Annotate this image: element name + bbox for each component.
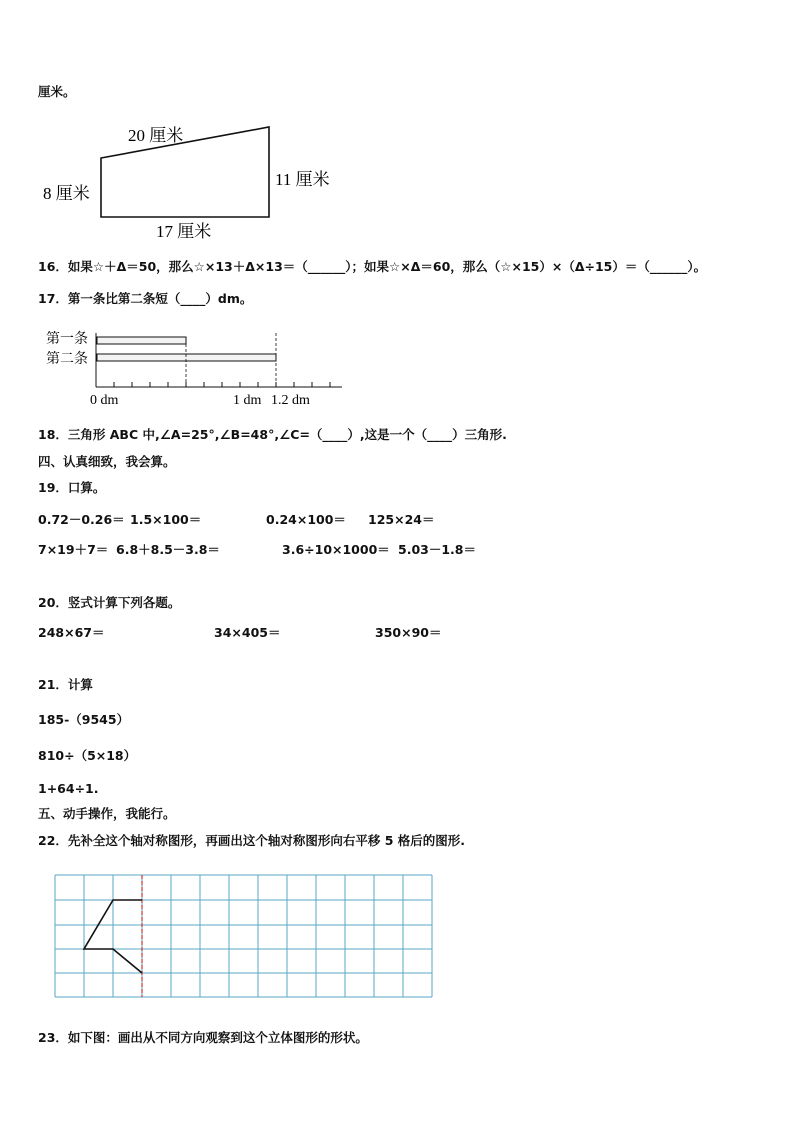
oral-r2-c3: 3.6÷10×1000＝ <box>282 542 390 557</box>
section-5-heading: 五、动手操作，我能行。 <box>38 806 176 821</box>
question-16: 16．如果☆＋Δ＝50，那么☆×13＋Δ×13＝（______）；如果☆×Δ＝60，那么（☆×15）×（Δ÷15）＝（______）。 <box>38 259 707 274</box>
trapezoid-right-label: 11 厘米 <box>275 170 330 189</box>
oral-r1-c1: 0.72－0.26＝ <box>38 512 125 527</box>
calc-item-1: 185-（9545） <box>38 712 130 727</box>
question-23: 23．如下图：画出从不同方向观察到这个立体图形的形状。 <box>38 1030 368 1045</box>
trapezoid-top-label: 20 厘米 <box>128 126 184 145</box>
ruler-label-1: 1 dm <box>233 393 262 408</box>
question-21: 21．计算 <box>38 677 93 692</box>
grid-lines <box>55 875 432 997</box>
vertical-calc-3: 350×90＝ <box>375 625 442 640</box>
oral-r2-c2: 6.8＋8.5－3.8＝ <box>116 542 220 557</box>
oral-r2-c4: 5.03－1.8＝ <box>398 542 476 557</box>
calc-item-2: 810÷（5×18） <box>38 748 137 763</box>
calc-item-3: 1+64÷1. <box>38 781 99 796</box>
intro-unit-text: 厘米。 <box>38 84 76 99</box>
ruler-label-12: 1.2 dm <box>271 393 310 408</box>
vertical-calc-1: 248×67＝ <box>38 625 105 640</box>
trapezoid-bottom-label: 17 厘米 <box>156 222 212 241</box>
ruler-label-0: 0 dm <box>90 393 119 408</box>
bar-first-label: 第一条 <box>46 332 88 347</box>
bar-second-label: 第二条 <box>46 352 88 367</box>
question-22: 22．先补全这个轴对称图形，再画出这个轴对称图形向右平移 5 格后的图形. <box>38 833 466 848</box>
vertical-calc-2: 34×405＝ <box>214 625 281 640</box>
oral-r1-c2: 1.5×100＝ <box>130 512 202 527</box>
section-4-heading: 四、认真细致，我会算。 <box>38 454 176 469</box>
oral-r2-c1: 7×19＋7＝ <box>38 542 109 557</box>
oral-r1-c3: 0.24×100＝ <box>266 512 346 527</box>
question-19: 19．口算。 <box>38 480 106 495</box>
trapezoid-left-label: 8 厘米 <box>43 184 90 203</box>
question-18: 18．三角形 ABC 中,∠A=25°,∠B=48°,∠C=（____）,这是一个（____）三角形. <box>38 427 507 442</box>
oral-r1-c4: 125×24＝ <box>368 512 435 527</box>
question-20: 20．竖式计算下列各题。 <box>38 595 181 610</box>
question-17: 17．第一条比第二条短（____）dm。 <box>38 291 253 306</box>
